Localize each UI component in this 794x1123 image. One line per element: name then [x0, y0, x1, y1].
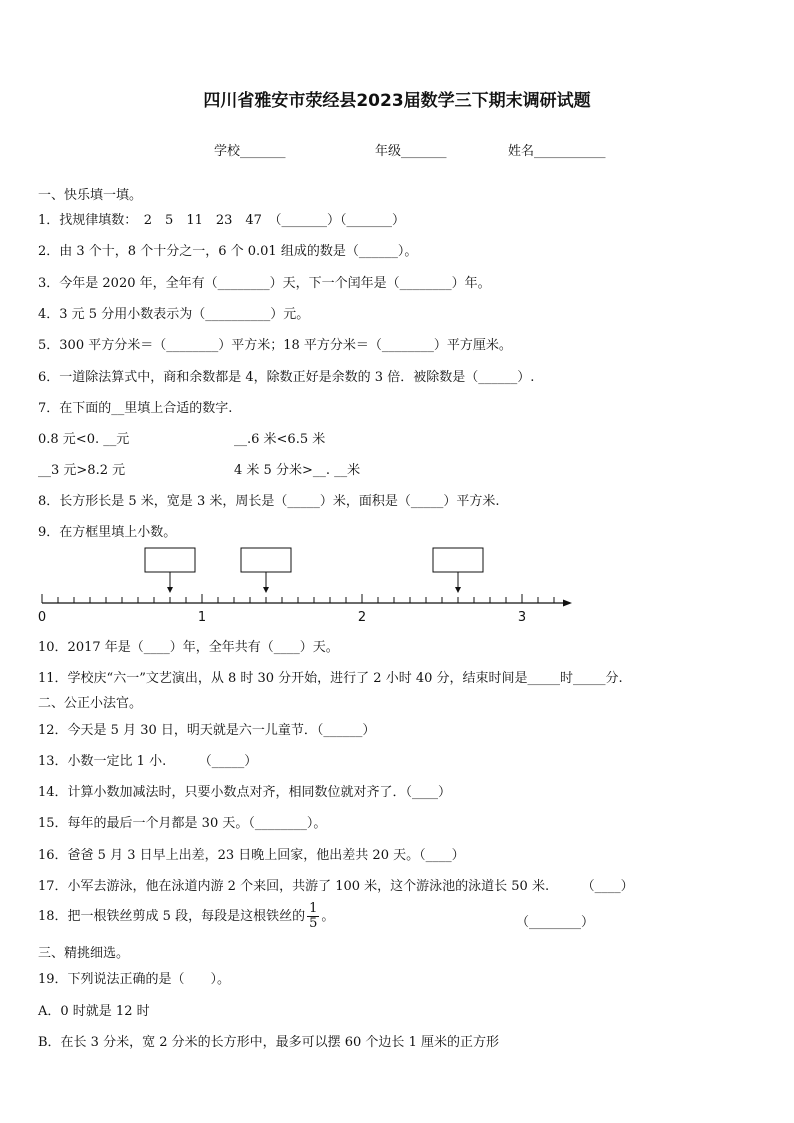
section-1-heading: 一、快乐填一填。 — [38, 188, 143, 203]
fraction-denominator: 5 — [309, 916, 318, 931]
fraction-numerator: 1 — [309, 901, 318, 916]
question-4: 4．3 元 5 分用小数表示为（__________）元。 — [38, 307, 310, 322]
q7-item-d: 4 米 5 分米>__. __米 — [234, 463, 361, 478]
question-10: 10．2017 年是（____）年，全年共有（____）天。 — [38, 640, 339, 655]
question-9: 9．在方框里填上小数。 — [38, 525, 177, 540]
question-1: 1．找规律填数： 2 5 11 23 47 （_______）（_______） — [38, 213, 405, 228]
question-19: 19．下列说法正确的是（ ）。 — [38, 972, 231, 987]
option-b[interactable]: B．在长 3 分米，宽 2 分米的长方形中，最多可以摆 60 个边长 1 厘米的正方形 — [38, 1035, 499, 1050]
question-3: 3．今年是 2020 年，全年有（________）天，下一个闰年是（________）年。 — [38, 276, 491, 291]
question-12: 12．今天是 5 月 30 日，明天就是六一儿童节．（______） — [38, 723, 376, 738]
question-11: 11．学校庆“六一”文艺演出，从 8 时 30 分开始，进行了 2 小时 40 分，结束时间是_____时_____分. — [38, 671, 623, 686]
school-field[interactable]: 学校_______ — [214, 144, 286, 159]
section-3-heading: 三、精挑细选。 — [38, 946, 130, 961]
q7-item-a: 0.8 元<0. __元 — [38, 432, 130, 447]
question-14: 14．计算小数加减法时，只要小数点对齐，相同数位就对齐了．（____） — [38, 785, 452, 800]
question-6: 6．一道除法算式中，商和余数都是 4，除数正好是余数的 3 倍．被除数是（______）. — [38, 370, 535, 385]
fraction-one-fifth — [307, 902, 319, 931]
number-line — [30, 540, 575, 628]
q18-answer-blank[interactable]: （________） — [516, 915, 595, 930]
question-2: 2．由 3 个十，8 个十分之一，6 个 0.01 组成的数是（______）。 — [38, 244, 418, 259]
number-line-label-1: 1 — [197, 610, 207, 625]
q18-text: 18．把一根铁丝剪成 5 段，每段是这根铁丝的 — [38, 909, 306, 924]
answer-box-1 — [145, 548, 195, 572]
question-18 — [38, 902, 334, 931]
answer-box-arrowhead-2 — [263, 587, 269, 593]
section-2-heading: 二、公正小法官。 — [38, 696, 143, 711]
number-line-label-2: 2 — [357, 610, 367, 625]
q18-end: 。 — [321, 909, 335, 924]
question-17: 17．小军去游泳，他在泳道内游 2 个来回，共游了 100 米，这个游泳池的泳道长 50 米. （____） — [38, 879, 634, 894]
option-a[interactable]: A．0 时就是 12 时 — [38, 1004, 150, 1019]
answer-box-3 — [433, 548, 483, 572]
question-7: 7．在下面的__里填上合适的数字. — [38, 401, 233, 416]
q7-item-b: __.6 米<6.5 米 — [234, 432, 326, 447]
question-8: 8．长方形长是 5 米，宽是 3 米，周长是（_____）米，面积是（_____）平方米. — [38, 494, 500, 509]
answer-box-arrowhead-1 — [167, 587, 173, 593]
number-line-arrowhead — [563, 600, 572, 607]
answer-box-2 — [241, 548, 291, 572]
number-line-label-3: 3 — [517, 610, 527, 625]
name-field[interactable]: 姓名___________ — [508, 144, 606, 159]
question-16: 16．爸爸 5 月 3 日早上出差，23 日晚上回家，他出差共 20 天。（____） — [38, 848, 465, 863]
grade-field[interactable]: 年级_______ — [375, 144, 447, 159]
question-13: 13．小数一定比 1 小. （_____） — [38, 754, 258, 769]
q7-item-c: __3 元>8.2 元 — [38, 463, 126, 478]
exam-title: 四川省雅安市荥经县2023届数学三下期末调研试题 — [203, 91, 591, 111]
question-15: 15．每年的最后一个月都是 30 天。（________）。 — [38, 816, 327, 831]
number-line-label-0: 0 — [37, 610, 47, 625]
answer-box-arrowhead-3 — [455, 587, 461, 593]
question-5: 5．300 平方分米＝（________）平方米；18 平方分米＝（________）平方厘米。 — [38, 338, 512, 353]
